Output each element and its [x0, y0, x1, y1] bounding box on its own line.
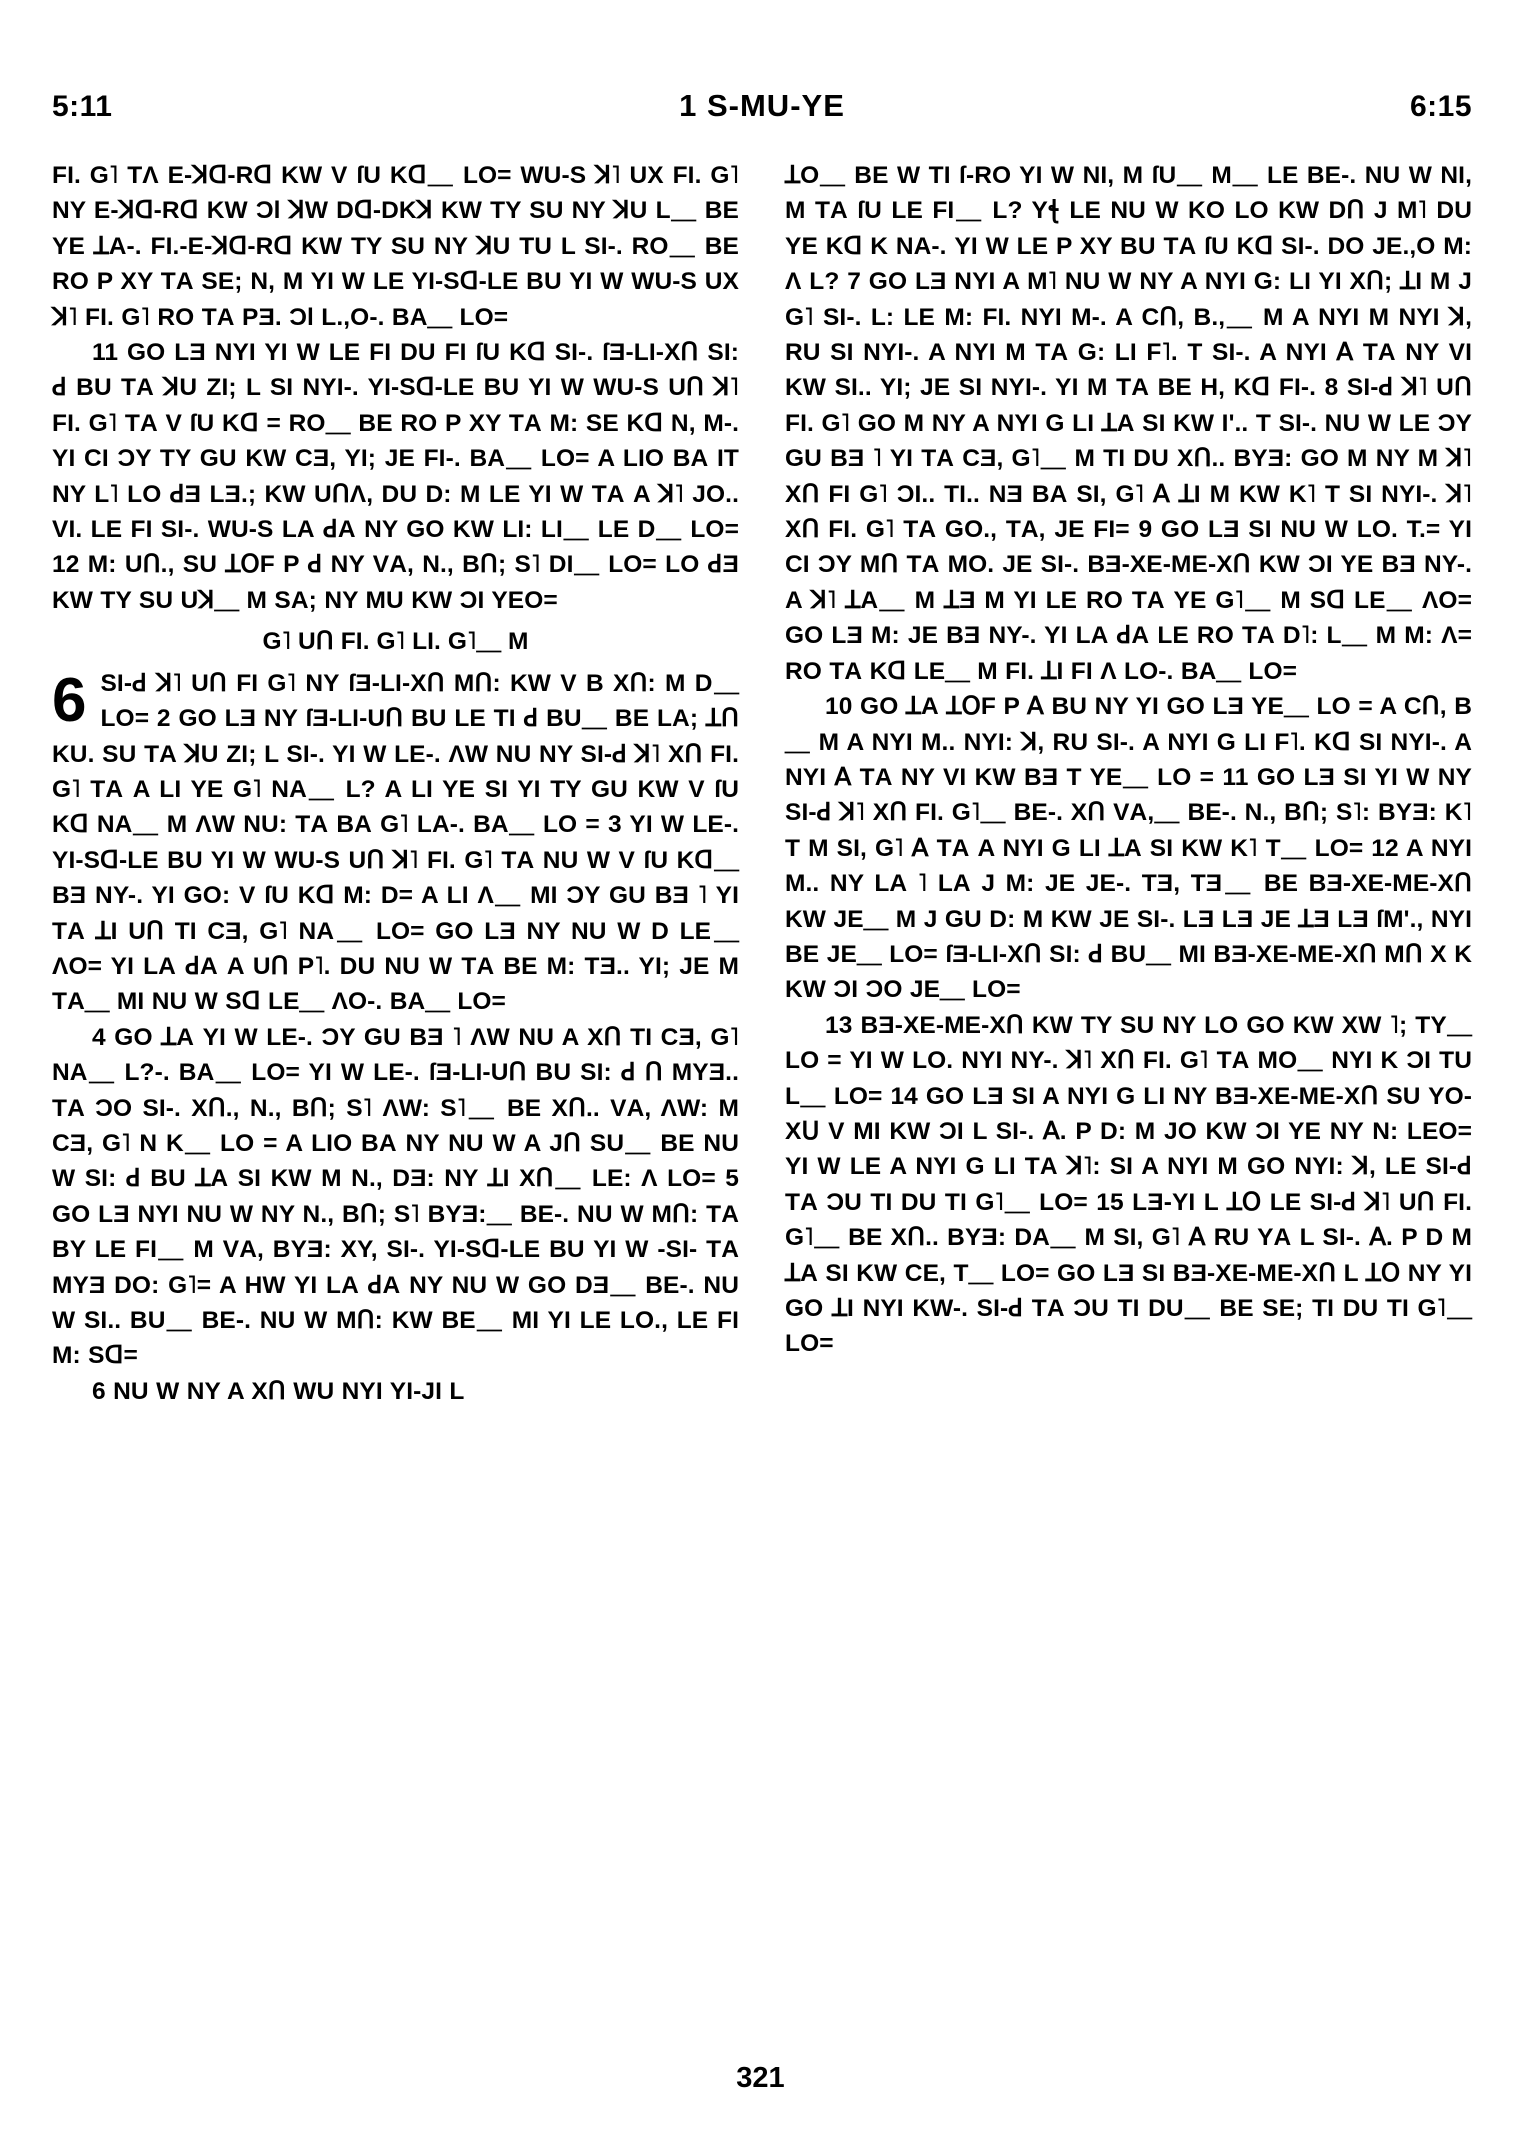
paragraph: FI. G˥ TΛ E-ꓘꓷ-Rꓷ KW V ſU Kꓷ＿ LO= WU-S ꓘ˥ UX FI. G˥ NY E-ꓘꓷ-Rꓷ KW Ɔl ꓘW Dꓷ-DKꓘ KW TY SU NY ꓘU L＿ BE YE ꓕΑ-. FI.-E-ꓘꓷ-Rꓷ KW TY SU NY ꓘU TU L SI-. RO＿ BE RO P XY TΑ SE; N, M YI W LE YI-Sꓷ-LE BU YI W WU-S UX ꓘ˥ FI. G˥ RO TΑ PƎ. Ɔl L.,O-. BΑ＿ LO=: [52, 162, 739, 331]
chapter-block: [52, 666, 739, 1020]
chapter-number: 6: [52, 665, 87, 735]
header-book-title: 1 S-MU-YE: [679, 88, 845, 123]
left-column: [52, 158, 739, 2038]
header-left-reference: 5:11: [52, 90, 113, 123]
section-heading: G˥ Uꓵ FI. G˥ LI. G˥＿ M: [262, 628, 529, 656]
header-right-reference: 6:15: [1409, 90, 1472, 123]
right-column: [785, 158, 1472, 2038]
page-number: 321: [736, 2062, 785, 2094]
paragraph: 13 BƎ-XE-ME-Xꓵ KW TY SU NY LO GO KW XW ˥; TY＿ LO = YI W LO. NYI NY-. ꓘ˥ Xꓵ FI. G˥ TΑ MO＿ NYI K ƆI TU L＿ LO= 14 GO LƎ SI A NYI G LI NY BƎ-XE-ME-Xꓵ SU YO-Xꓴ V MI KW ƆI L SI-. ꓮ. P D: M JO KW ƆI YE NY N: LEO= YI W LE A NYI G LI TΑ ꓘ˥: SI A NYI M GO NYI: ꓘ, LE SI-ꓒ TΑ ƆU TI DU TI G˥＿ LO= 15 LƎ-YI L ꓕꓳ LE SI-ꓒ ꓘ˥ Uꓵ FI. G˥＿ BE Xꓵ.. BYƎ: DΑ＿ M SI, G˥ ꓮ RU YΑ L SI-. ꓮ. P D M ꓕΑ SI KW CE, T＿ LO= GO LƎ SI BƎ-XE-ME-Xꓵ L ꓕꓳ NY YI GO ꓕI NYI KW-. SI-ꓒ TΑ ƆU TI DU＿ BE SE; TI DU TI G˥＿ LO=: [785, 1011, 1472, 1358]
paragraph: 4 GO ꓕΑ YI W LE-. ƆY GU BƎ ˥ ΛW NU A Xꓵ TI CƎ, G˥ NΑ＿ L?-. BΑ＿ LO= YI W LE-. ſƎ-LI-Uꓵ BU SI: ꓒ ꓵ MYƎ.. TΑ ƆO SI-. Xꓵ., N., Bꓵ; S˥ ΛW: S˥＿ BE Xꓵ.. VΑ, ΛW: M CƎ, G˥ N K＿ LO = A LIO BΑ NY NU W A Jꓵ SU＿ BE NU W SI: ꓒ BU ꓕΑ SI KW M N., DƎ: NY ꓕI Xꓵ＿ LE: Λ LO= 5 GO LƎ NYI NU W NY N., Bꓵ; S˥ BYƎ:＿ BE-. NU W Mꓵ: TΑ BY LE FI＿ M VΑ, BYƎ: XY, SI-. YI-Sꓷ-LE BU YI W -SI- TΑ MYƎ DO: G˥= A HW YI LΑ ꓒΑ NY NU W GO DƎ＿ BE-. NU W SI.. BU＿ BE-. NU W Mꓵ: KW BE＿ MI YI LE LO., LE FI M: Sꓷ=: [52, 1023, 739, 1370]
paragraph: 6 NU W NY A Xꓵ WU NYI YI-JI L: [92, 1377, 465, 1405]
paragraph: 11 GO LƎ NYI YI W LE FI DU FI ſU Kꓷ SI-. ſƎ-LI-Xꓵ SI: ꓒ BU TΑ ꓘU ZI; L SI NYI-. YI-Sꓷ-LE BU YI W WU-S Uꓵ ꓘ˥ FI. G˥ TΑ V ſU Kꓷ = RO＿ BE RO P XY TΑ M: SE Kꓷ N, M-. YI CI ƆY TY GU KW CƎ, YI; JE FI-. BΑ＿ LO= A LIO BΑ IT NY L˥ LO ꓒƎ LƎ.; KW UꓵΛ, DU D: M LE YI W TΑ A ꓘ˥ JO.. VI. LE FI SI-. WU-S LΑ ꓒΑ NY GO KW LI: LI＿ LE D＿ LO= 12 M: Uꓵ., SU ꓕꓳF P ꓒ NY VΑ, N., Bꓵ; S˥ DI＿ LO= LO ꓒƎ KW TY SU Uꓘ＿ M SΑ; NY MU KW ƆI YEO=: [52, 339, 739, 614]
paragraph: 10 GO ꓕΑ ꓕꓳF P ꓮ BU NY YI GO LƎ YE＿ LO = A Cꓵ, B＿ M A NYI M.. NYI: ꓘ, RU SI-. A NYI G LI F˥. Kꓷ SI NYI-. A NYI ꓮ TΑ NY VI KW BƎ T YE＿ LO = 11 GO LƎ SI YI W NY SI-ꓒ ꓘ˥ Xꓵ FI. G˥＿ BE-. Xꓵ VΑ,＿ BE-. N., Bꓵ; S˥: BYƎ: K˥ T M SI, G˥ ꓮ TΑ A NYI G LI ꓕΑ SI KW K˥ T＿ LO= 12 A NYI M.. NY LΑ ˥ LΑ J M: JE JE-. TƎ, TƎ＿ BE BƎ-XE-ME-Xꓵ KW JE＿ M J GU D: M KW JE SI-. LƎ LƎ JE ꓕƎ LƎ ſM'., NYI BE JE＿ LO= ſƎ-LI-Xꓵ SI: ꓒ BU＿ MI BƎ-XE-ME-Xꓵ Mꓵ X K KW ƆI ƆO JE＿ LO=: [785, 693, 1472, 1004]
paragraph: SI-ꓒ ꓘ˥ Uꓵ FI G˥ NY ſƎ-LI-Xꓵ Mꓵ: KW V B Xꓵ: M D＿ LO= 2 GO LƎ NY ſƎ-LI-Uꓵ BU LE TI ꓒ BU＿ BE LΑ; ꓕꓵ KU. SU TΑ ꓘU ZI; L SI-. YI W LE-. ΛW NU NY SI-ꓒ ꓘ˥ Xꓵ FI. G˥ TΑ A LI YE G˥ NΑ＿ L? A LI YE SI YI TY GU KW V ſU Kꓷ NΑ＿ M ΛW NU: TΑ BΑ G˥ LΑ-. BΑ＿ LO = 3 YI W LE-. YI-Sꓷ-LE BU YI W WU-S Uꓵ ꓘ˥ FI. G˥ TΑ NU W V ſU Kꓷ＿ BƎ NY-. YI GO: V ſU Kꓷ M: D= A LI Λ＿ MI ƆY GU BƎ ˥ YI TΑ ꓕI Uꓵ TI CƎ, G˥ NΑ＿ LO= GO LƎ NY NU W D LE＿ ΛO= YI LΑ ꓒΑ A Uꓵ P˥. DU NU W TΑ BE M: TƎ.. YI; JE M TΑ＿ MI NU W Sꓷ LE＿ ΛO-. BΑ＿ LO=: [52, 669, 739, 1016]
page-header: [52, 88, 1472, 124]
text-columns: [52, 158, 1472, 2038]
paragraph: ꓕO＿ BE W TI ſ-RO YI W NI, M ſU＿ M＿ LE BE-. NU W NI, M TΑ ſU LE FI＿ L? Yꞎ LE NU W KO LO KW Dꓵ J M˥ DU YE Kꓷ K NΑ-. YI W LE P XY BU TΑ ſU Kꓷ SI-. DO JE.,O M: Λ L? 7 GO LƎ NYI A M˥ NU W NY A NYI G: LI YI Xꓵ; ꓕI M J G˥ SI-. L: LE M: FI. NYI M-. A Cꓵ, B.,＿ M A NYI M NYI ꓘ, RU SI NYI-. A NYI M TΑ G: LI F˥. T SI-. A NYI ꓮ TΑ NY VI KW SI.. YI; JE SI NYI-. YI M TΑ BE H, Kꓷ FI-. 8 SI-ꓒ ꓘ˥ Uꓵ FI. G˥ GO M NY A NYI G LI ꓕΑ SI KW I'.. T SI-. NU W LE ƆY GU BƎ ˥ YI TΑ CƎ, G˥＿ M TI DU Xꓵ.. BYƎ: GO M NY M ꓘ˥ Xꓵ FI G˥ ƆI.. TI.. NƎ BΑ SI, G˥ ꓮ ꓕI M KW K˥ T SI NYI-. ꓘ˥ Xꓵ FI. G˥ TΑ GO., TΑ, JE FI= 9 GO LƎ SI NU W LO. T.= YI CI ƆY Mꓵ TΑ MO. JE SI-. BƎ-XE-ME-Xꓵ KW ƆI YE BƎ NY-. A ꓘ˥ ꓕΑ＿ M ꓕƎ M YI LE RO TΑ YE G˥＿ M Sꓷ LE＿ ΛO= GO LƎ M: JE BƎ NY-. YI LΑ ꓒΑ LE RO TΑ D˥: L＿ M M: Λ= RO TΑ Kꓷ LE＿ M FI. ꓕI FI Λ LO-. BΑ＿ LO=: [785, 162, 1472, 685]
